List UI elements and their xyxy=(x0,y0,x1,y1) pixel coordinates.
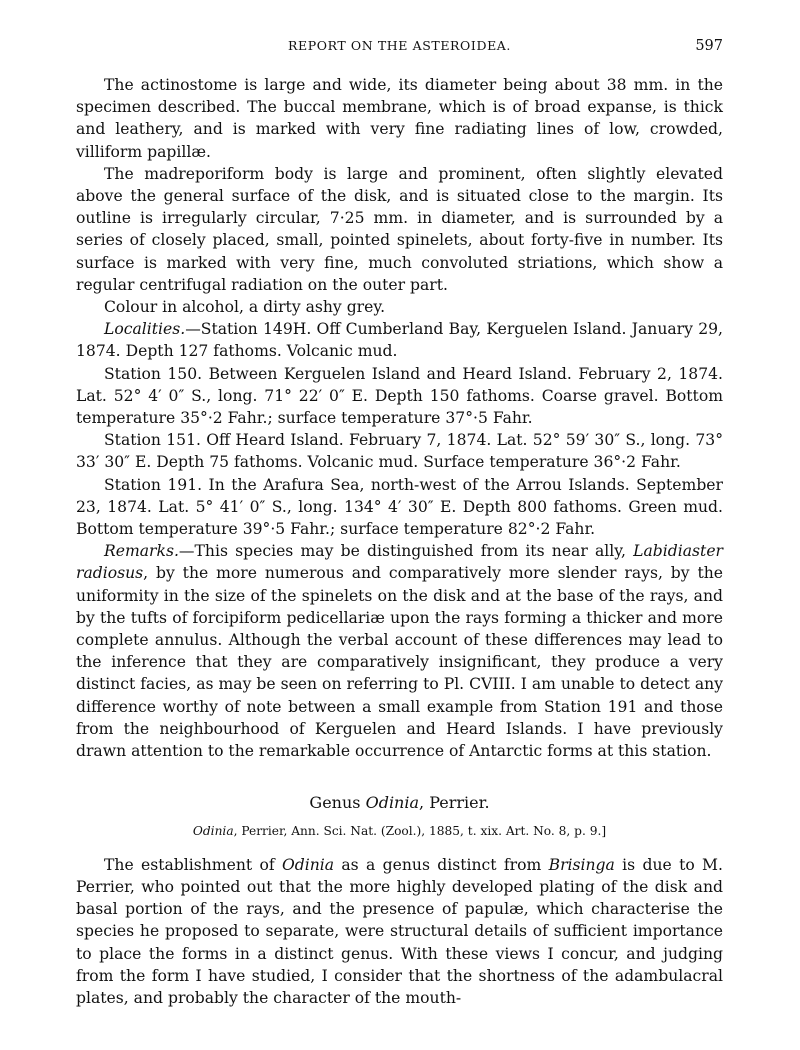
running-title: REPORT ON THE ASTEROIDEA. xyxy=(288,38,511,53)
establishment-text-a: The establishment of xyxy=(104,855,282,874)
genus-heading-name: Odinia xyxy=(365,793,420,813)
paragraph-establishment xyxy=(76,854,723,1009)
paragraph-actinostome: The actinostome is large and wide, its diameter being about 38 mm. in the specimen described. The buccal membrane, which is of broad expanse, is thick and leathery, and is marked with very fine radiating lines of low, crowded, villiform papillæ. xyxy=(76,76,723,161)
paragraph-remarks xyxy=(76,540,723,762)
establishment-text-c: is due to M. Perrier, who pointed out that the more highly developed plating of the disk and basal portion of the rays, and the presence of papulæ, which characterise the species he proposed to separate, were structural details of sufficient importance to place the forms in a distinct genus. With these views I concur, and judging from the form I have studied, I consider that the shortness of the adambulacral plates, and probably the character of the mouth- xyxy=(76,855,723,1007)
localities-label: Localities. xyxy=(104,320,186,339)
genus-reference xyxy=(76,820,723,842)
paragraph-colour: Colour in alcohol, a dirty ashy grey. xyxy=(104,298,386,317)
species-name: Labidiaster radiosus xyxy=(76,542,723,583)
paragraph-madreporiform: The madreporiform body is large and prominent, often slightly elevated above the general surface of the disk, and is situated close to the margin. Its outline is irregularly circular, 7·25 mm. in diameter, and is surrounded by a series of closely placed, small, pointed spinelets, about forty-five in number. Its surface is marked with very fine, much convoluted striations, which show a regular centrifugal radiation on the outer part. xyxy=(76,164,723,294)
remarks-label: Remarks. xyxy=(104,542,179,561)
paragraph-station-151: Station 151. Off Heard Island. February 7, 1874. Lat. 52° 59′ 30″ S., long. 73° 33′ 30″ E. Depth 75 fathoms. Volcanic mud. Surface temperature 36°·2 Fahr. xyxy=(76,431,723,472)
reference-genus-name: Odinia xyxy=(192,823,234,838)
reference-citation: , Perrier, Ann. Sci. Nat. (Zool.), 1885, t. xix. Art. No. 8, p. 9.] xyxy=(233,823,607,838)
paragraph-station-150: Station 150. Between Kerguelen Island and Heard Island. February 2, 1874. Lat. 52° 4′ 0″ S., long. 71° 22′ 0″ E. Depth 150 fathoms. Coarse gravel. Bottom temperature 35°·2 Fahr.; surface temperature 37°·5 Fahr. xyxy=(76,364,723,428)
remarks-text-a: —This species may be distinguished from its near ally, xyxy=(178,542,634,561)
establishment-text-b: as a genus distinct from xyxy=(334,855,549,874)
paragraph-station-191: Station 191. In the Arafura Sea, north-west of the Arrou Islands. September 23, 1874. Lat. 5° 41′ 0″ S., long. 134° 4′ 30″ E. Depth 800 fathoms. Green mud. Bottom temperature 39°·5 Fahr.; surface temperature 82°·2 Fahr. xyxy=(76,475,723,539)
localities-station-149h: —Station 149H. Off Cumberland Bay, Kerguelen Island. January 29, 1874. Depth 127 fathoms. Volcanic mud. xyxy=(76,320,723,361)
remarks-text-b: , by the more numerous and comparatively more slender rays, by the uniformity in the size of the spinelets on the disk and at the base of the rays, and by the tufts of forcipiform pedicellariæ upon the rays forming a thicker and more complete annulus. Although the verbal account of these differences may lead to the inference that they are comparatively insignificant, they produce a very distinct facies, as may be seen on referring to Pl. CVIII. I am unable to detect any difference worthy of note between a small example from Station 191 and those from the neighbourhood of Kerguelen and Heard Islands. I have previously drawn attention to the remarkable occurrence of Antarctic forms at this station. xyxy=(76,564,723,761)
page-number: 597 xyxy=(695,38,723,54)
running-head xyxy=(76,38,723,60)
genus-heading-suffix: , Perrier. xyxy=(419,793,490,813)
genus-heading-prefix: Genus xyxy=(309,793,366,813)
genus-heading xyxy=(76,792,723,814)
paragraph-localities xyxy=(76,318,723,362)
body-text xyxy=(76,74,723,1009)
establishment-odinia: Odinia xyxy=(281,855,335,874)
establishment-brisinga: Brisinga xyxy=(548,855,615,874)
